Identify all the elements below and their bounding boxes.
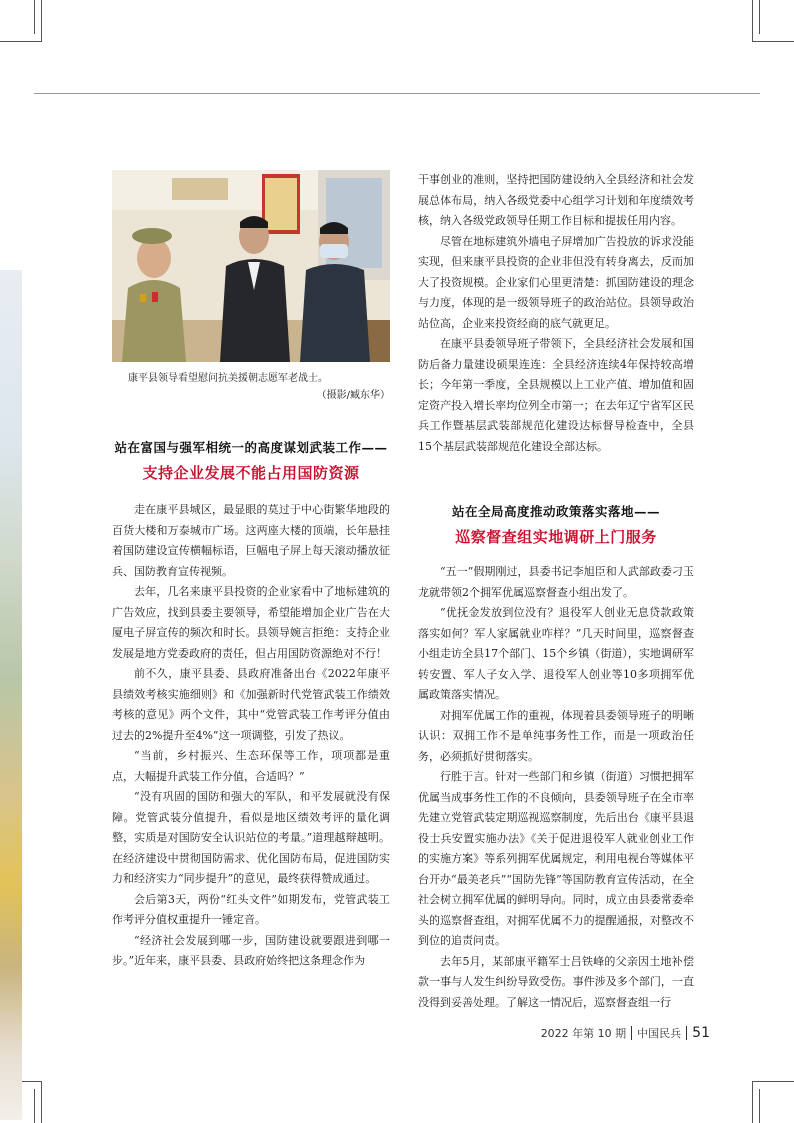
- page-number: 51: [692, 1025, 710, 1041]
- paragraph: “优抚金发放到位没有？退役军人创业无息贷款政策落实如何？军人家属就业咋样？”几天时间里，巡察督查小组走访全县17个部门、15个乡镇（街道），实地调研军转安置、军人子女入学、退役军人创业等10多项拥军优属政策落实情况。: [418, 606, 694, 701]
- paragraph: 干事创业的准则，坚持把国防建设纳入全县经济和社会发展总体布局，纳入各级党委中心组学习计划和年度绩效考核，纳入各级党政领导任期工作目标和提拔任用内容。: [418, 173, 694, 227]
- crop-mark-br-h: [752, 1081, 794, 1082]
- crop-mark-tr-v: [752, 0, 753, 42]
- paragraph: “没有巩固的国防和强大的军队，和平发展就没有保障。党管武装分值提升，看似是地区绩效考评的量化调整，实质是对国防安全认识站位的考量。”道理越辩越明。在经济建设中贯彻国防需求、优化国防布局，促进国防实力和经济实力“同步提升”的意见，最终获得赞成通过。: [112, 790, 390, 885]
- magazine-name: 中国民兵: [637, 1027, 682, 1040]
- section-kicker: 站在富国与强军相统一的高度谋划武装工作——: [114, 440, 388, 455]
- crop-mark-bl-v: [41, 1081, 42, 1123]
- header-rule: [34, 93, 760, 94]
- crop-mark-tl-h: [0, 41, 42, 42]
- crop-mark-tl-v: [41, 0, 42, 42]
- footer-divider: [686, 1026, 687, 1040]
- section-title: 支持企业发展不能占用国防资源: [142, 464, 360, 482]
- footer-divider: [631, 1026, 632, 1040]
- right-column-continuation: [418, 170, 694, 457]
- paragraph: 会后第3天，两份“红头文件”如期发布，党管武装工作考评分值权重提升一锤定音。: [112, 892, 390, 926]
- crop-mark-tr2-v: [759, 0, 760, 34]
- paragraph: “五一”假期刚过，县委书记李旭臣和人武部政委刁玉龙就带领2个拥军优属巡察督查小组出发了。: [418, 565, 694, 599]
- paragraph: 对拥军优属工作的重视，体现着县委领导班子的明晰认识：双拥工作不是单纯事务性工作，而是一项政治任务，必须抓好贯彻落实。: [418, 708, 694, 763]
- page-footer: [541, 1025, 710, 1041]
- section-kicker: 站在全局高度推动政策落实落地——: [451, 504, 660, 519]
- paragraph: 去年，几名来康平县投资的企业家看中了地标建筑的广告效应，找到县委主要领导，希望能增加企业广告在大厦电子屏宣传的频次和时长。县领导婉言拒绝：支持企业发展是地方党委政府的责任，但占用国防资源绝对不行！: [112, 585, 390, 660]
- photo-credit: （摄影/臧东华）: [316, 390, 390, 401]
- article-photo: [112, 170, 390, 362]
- left-article-body: [112, 500, 390, 972]
- issue-label: 2022 年第 10 期: [540, 1027, 627, 1040]
- crop-mark-bl2-v: [34, 1089, 35, 1123]
- paragraph: 前不久，康平县委、县政府准备出台《2022年康平县绩效考核实施细则》和《加强新时代党管武装工作绩效考核的意见》两个文件，其中“党管武装工作考评分值由过去的2%提升至4%”这一项调整，引发了热议。: [112, 667, 390, 742]
- caption-text: 康平县领导看望慰问抗美援朝志愿军老战士。: [128, 373, 328, 384]
- crop-mark-tl2-v: [34, 0, 35, 34]
- crop-mark-br2-v: [759, 1089, 760, 1123]
- paragraph: 去年5月，某部康平籍军士吕铁峰的父亲因土地补偿款一事与人发生纠纷导致受伤。事件涉及多个部门，一直没得到妥善处理。了解这一情况后，巡察督查组一行: [418, 954, 694, 1009]
- right-article-body: [418, 562, 694, 1013]
- crop-mark-br-v: [752, 1081, 753, 1123]
- paragraph: 走在康平县城区，最显眼的莫过于中心街繁华地段的百货大楼和万泰城市广场。这两座大楼的顶端，长年悬挂着国防建设宣传横幅标语，巨幅电子屏上每天滚动播放征兵、国防教育宣传视频。: [112, 503, 390, 578]
- left-section-heading: [112, 438, 390, 483]
- paragraph: 尽管在地标建筑外墙电子屏增加广告投放的诉求没能实现，但来康平县投资的企业非但没有转身离去，反而加大了投资规模。企业家们心里更清楚：抓国防建设的理念与力度，体现的是一级领导班子的政治站位。县领导政治站位高，企业来投资经商的底气就更足。: [418, 234, 694, 330]
- right-section-heading: [418, 502, 694, 547]
- edge-image-strip: [0, 270, 22, 1120]
- crop-mark-tr-h: [752, 41, 794, 42]
- photo-caption: [128, 370, 390, 404]
- paragraph: 在康平县委领导班子带领下，全县经济社会发展和国防后备力量建设硕果连连：全县经济连续4年保持较高增长；今年第一季度，全县规模以上工业产值、增加值和固定资产投入增长率均位列全市第一；在去年辽宁省军区民兵工作暨基层武装部规范化建设达标督导检查中，全县15个基层武装部规范化建设全部达标。: [418, 337, 694, 453]
- paragraph: “当前，乡村振兴、生态环保等工作，项项都是重点，大幅提升武装工作分值，合适吗？”: [112, 749, 390, 783]
- section-title: 巡察督查组实地调研上门服务: [455, 528, 657, 546]
- paragraph: 行胜于言。针对一些部门和乡镇（街道）习惯把拥军优属当成事务性工作的不良倾向，县委领导班子在全市率先建立党管武装定期巡视巡察制度，先后出台《康平县退役士兵安置实施办法》《关于促进退役军人就业创业工作的实施方案》等系列拥军优属规定，利用电视台等媒体平台开办“最美老兵”“国防先锋”等国防教育宣传活动，在全社会树立拥军优属的鲜明导向。同时，成立由县委常委牵头的巡察督查组，对拥军优属不力的提醒通报，对整改不到位的追责问责。: [418, 770, 694, 947]
- paragraph: “经济社会发展到哪一步，国防建设就要跟进到哪一步。”近年来，康平县委、县政府始终把这条理念作为: [112, 933, 390, 967]
